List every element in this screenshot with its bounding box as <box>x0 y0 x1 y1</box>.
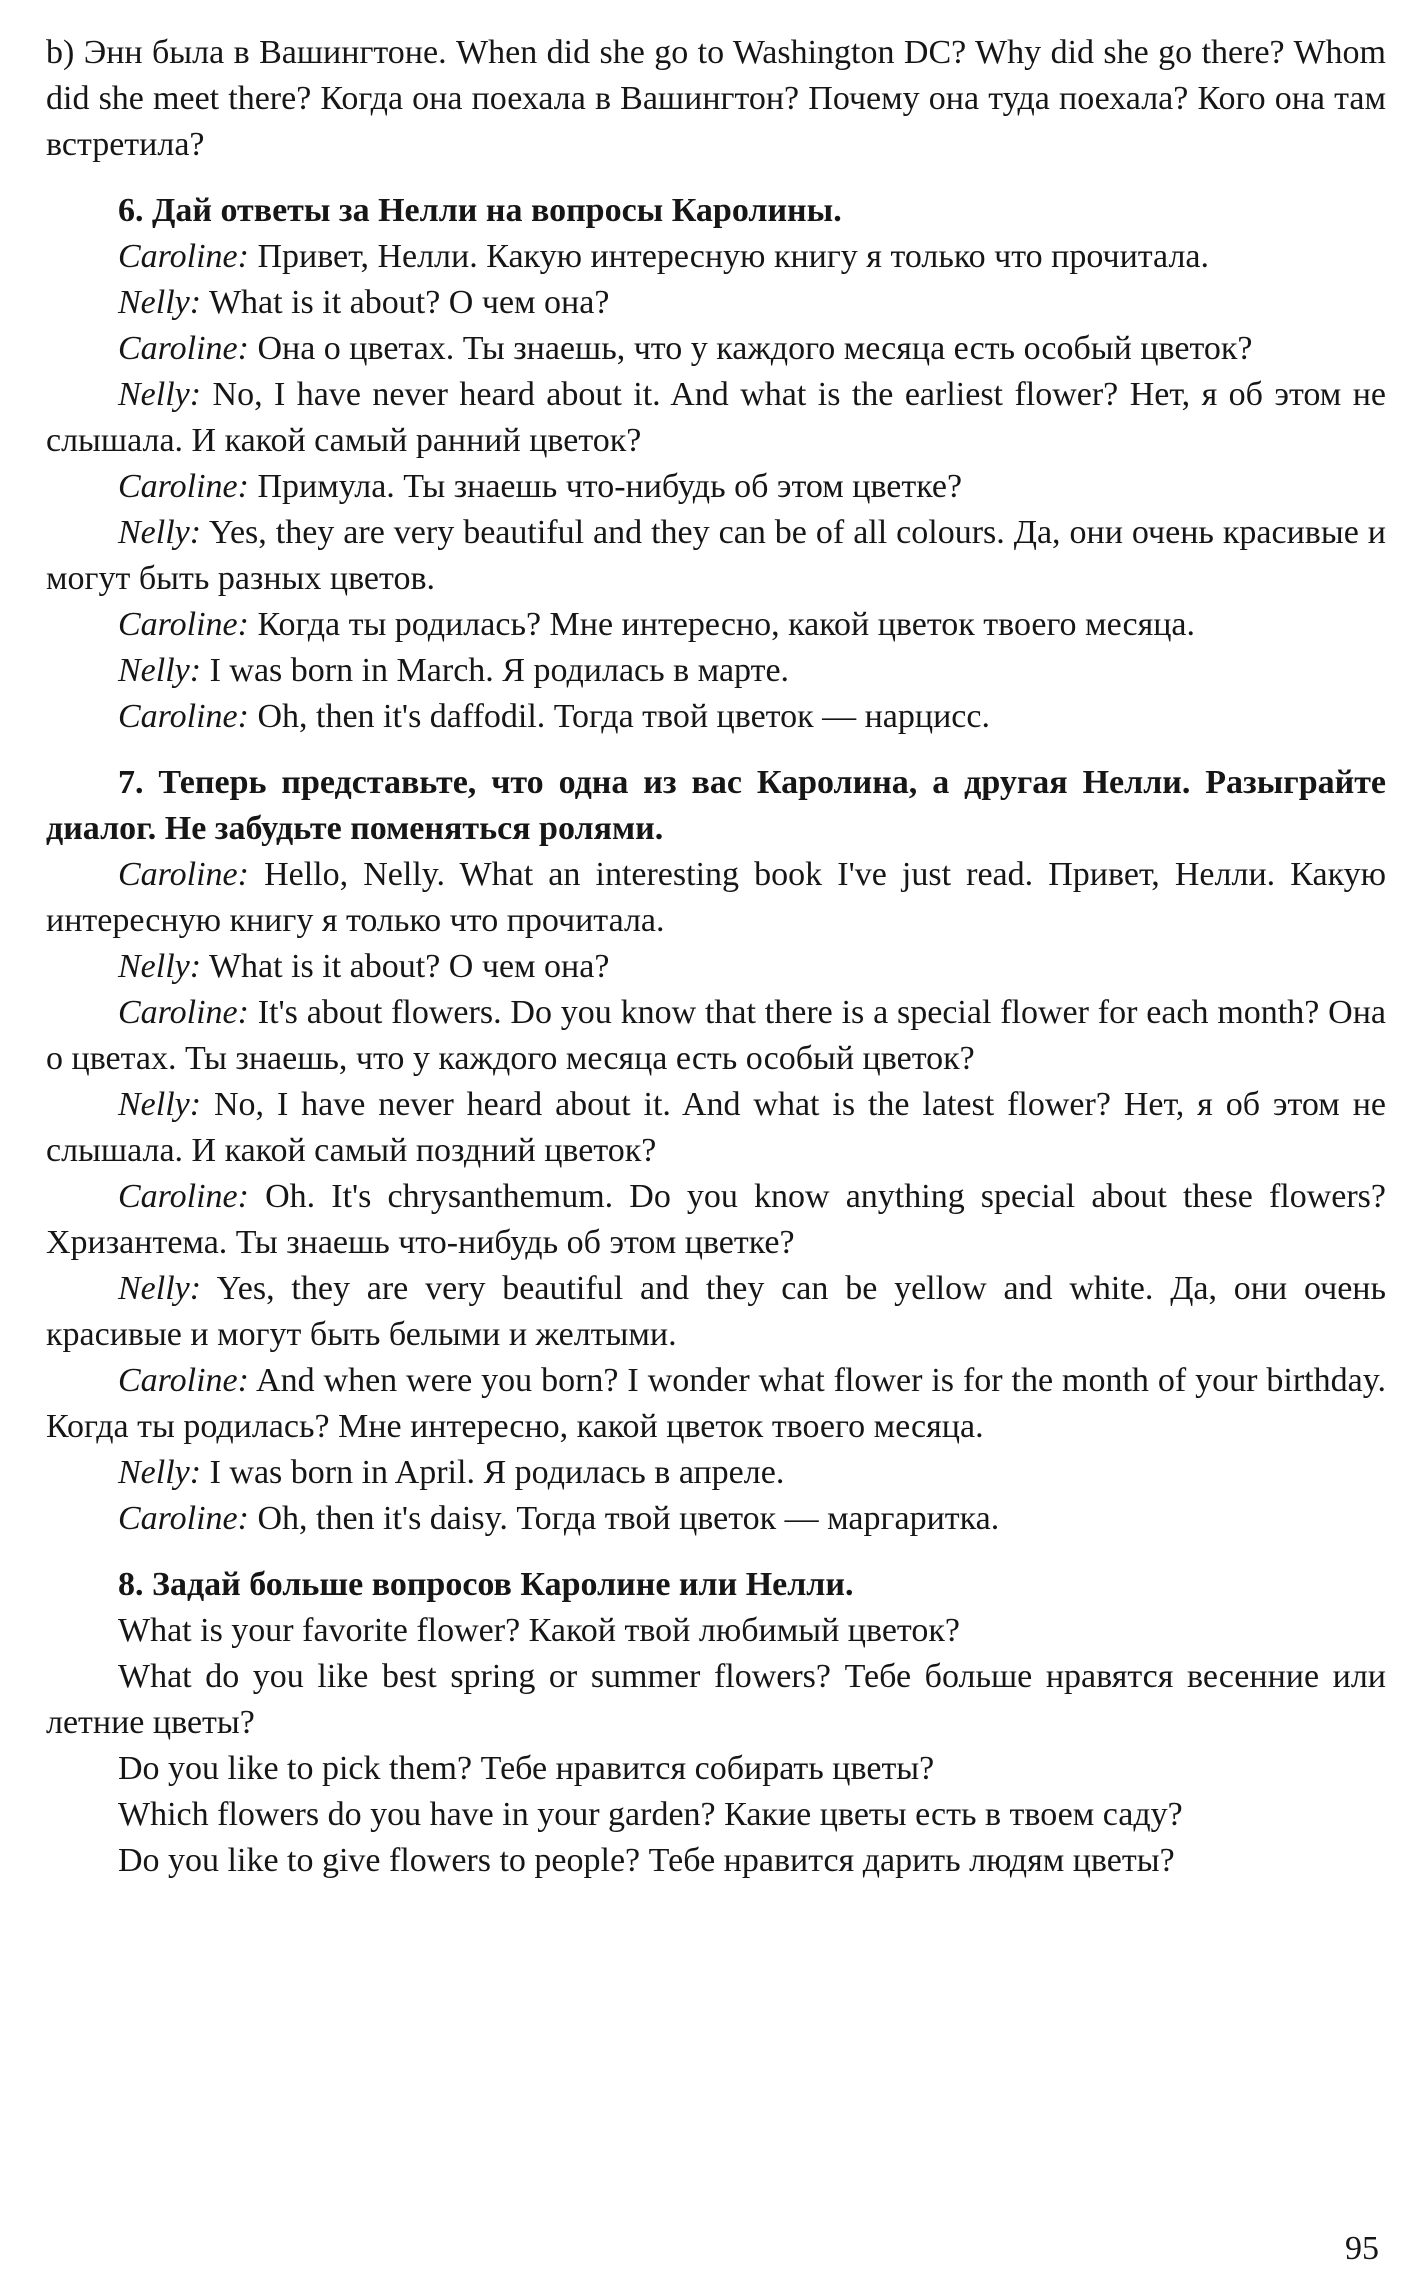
speaker-name: Nelly: <box>118 652 202 689</box>
dialogue-line <box>46 1174 1386 1266</box>
speaker-name: Caroline: <box>118 856 249 893</box>
exercise-8 <box>46 1562 1386 1884</box>
speaker-name: Nelly: <box>118 1270 202 1307</box>
line-text: I was born in April. Я родилась в апреле. <box>209 1454 785 1491</box>
line-text: Oh, then it's daisy. Тогда твой цветок — маргаритка. <box>257 1500 1000 1537</box>
dialogue-line <box>46 464 1386 510</box>
speaker-name: Nelly: <box>118 1086 202 1123</box>
intro-paragraph: b) Энн была в Вашингтоне. When did she go to Washington DC? Why did she go there? Whom did she meet there? Когда она поехала в Вашингтон? Почему она туда поехала? Кого она там встретила? <box>46 34 1386 163</box>
line-text: Oh, then it's daffodil. Тогда твой цветок — нарцисс. <box>257 698 990 735</box>
question-item: Do you like to pick them? Тебе нравится собирать цветы? <box>118 1750 935 1787</box>
speaker-name: Nelly: <box>118 948 202 985</box>
line-text: No, I have never heard about it. And what is the latest flower? Нет, я об этом не слышала. И какой самый поздний цветок? <box>46 1086 1386 1169</box>
dialogue-line <box>46 280 1386 326</box>
dialogue-line <box>46 510 1386 602</box>
dialogue-line <box>46 1082 1386 1174</box>
line-text: Она о цветах. Ты знаешь, что у каждого месяца есть особый цветок? <box>257 330 1253 367</box>
speaker-name: Caroline: <box>118 238 249 275</box>
speaker-name: Nelly: <box>118 376 202 413</box>
dialogue-line <box>46 1358 1386 1450</box>
line-text: It's about flowers. Do you know that there is a special flower for each month? Она о цветах. Ты знаешь, что у каждого месяца есть особый цветок? <box>46 994 1386 1077</box>
dialogue-line <box>46 990 1386 1082</box>
line-text: Yes, they are very beautiful and they can be yellow and white. Да, они очень красивые и могут быть белыми и желтыми. <box>46 1270 1386 1353</box>
speaker-name: Caroline: <box>118 1362 249 1399</box>
textbook-page <box>46 30 1386 1884</box>
speaker-name: Caroline: <box>118 330 249 367</box>
dialogue-line <box>46 602 1386 648</box>
speaker-name: Caroline: <box>118 606 249 643</box>
dialogue-line <box>46 944 1386 990</box>
line-text: Oh. It's chrysanthemum. Do you know anything special about these flowers? Хризантема. Ты знаешь что-нибудь об этом цветке? <box>46 1178 1387 1261</box>
speaker-name: Nelly: <box>118 514 202 551</box>
line-text: And when were you born? I wonder what flower is for the month of your birthday. Когда ты родилась? Мне интересно, какой цветок твоего месяца. <box>46 1362 1387 1445</box>
question-item: Which flowers do you have in your garden? Какие цветы есть в твоем саду? <box>118 1796 1183 1833</box>
line-text: Когда ты родилась? Мне интересно, какой цветок твоего месяца. <box>257 606 1196 643</box>
question-item: What do you like best spring or summer flowers? Тебе больше нравятся весенние или летние цветы? <box>46 1658 1386 1741</box>
dialogue-line <box>46 326 1386 372</box>
dialogue-line <box>46 648 1386 694</box>
dialogue-line <box>46 1266 1386 1358</box>
speaker-name: Nelly: <box>118 284 202 321</box>
exercise-7-title: 7. Теперь представьте, что одна из вас Каролина, а другая Нелли. Разыграйте диалог. Не забудьте поменяться ролями. <box>46 764 1386 847</box>
speaker-name: Caroline: <box>118 1178 249 1215</box>
speaker-name: Caroline: <box>118 698 249 735</box>
line-text: Hello, Nelly. What an interesting book I've just read. Привет, Нелли. Какую интересную книгу я только что прочитала. <box>46 856 1387 939</box>
speaker-name: Caroline: <box>118 468 249 505</box>
dialogue-line <box>46 1450 1386 1496</box>
exercise-7 <box>46 760 1386 1542</box>
page-number: 95 <box>1345 2230 1379 2267</box>
speaker-name: Caroline: <box>118 1500 249 1537</box>
line-text: What is it about? О чем она? <box>208 948 610 985</box>
line-text: Примула. Ты знаешь что-нибудь об этом цветке? <box>257 468 963 505</box>
dialogue-line <box>46 1496 1386 1542</box>
line-text: Yes, they are very beautiful and they can be of all colours. Да, они очень красивые и могут быть разных цветов. <box>46 514 1386 597</box>
exercise-6-title: 6. Дай ответы за Нелли на вопросы Каролины. <box>118 192 842 229</box>
dialogue-line <box>46 694 1386 740</box>
speaker-name: Nelly: <box>118 1454 202 1491</box>
exercise-8-title: 8. Задай больше вопросов Каролине или Нелли. <box>118 1566 854 1603</box>
speaker-name: Caroline: <box>118 994 249 1031</box>
exercise-6 <box>46 188 1386 740</box>
question-item: Do you like to give flowers to people? Тебе нравится дарить людям цветы? <box>118 1842 1175 1879</box>
dialogue-line <box>46 234 1386 280</box>
line-text: What is it about? О чем она? <box>208 284 610 321</box>
line-text: No, I have never heard about it. And what is the earliest flower? Нет, я об этом не слышала. И какой самый ранний цветок? <box>46 376 1387 459</box>
dialogue-line <box>46 852 1386 944</box>
dialogue-line <box>46 372 1386 464</box>
question-item: What is your favorite flower? Какой твой любимый цветок? <box>118 1612 960 1649</box>
line-text: Привет, Нелли. Какую интересную книгу я только что прочитала. <box>257 238 1210 275</box>
line-text: I was born in March. Я родилась в марте. <box>209 652 790 689</box>
